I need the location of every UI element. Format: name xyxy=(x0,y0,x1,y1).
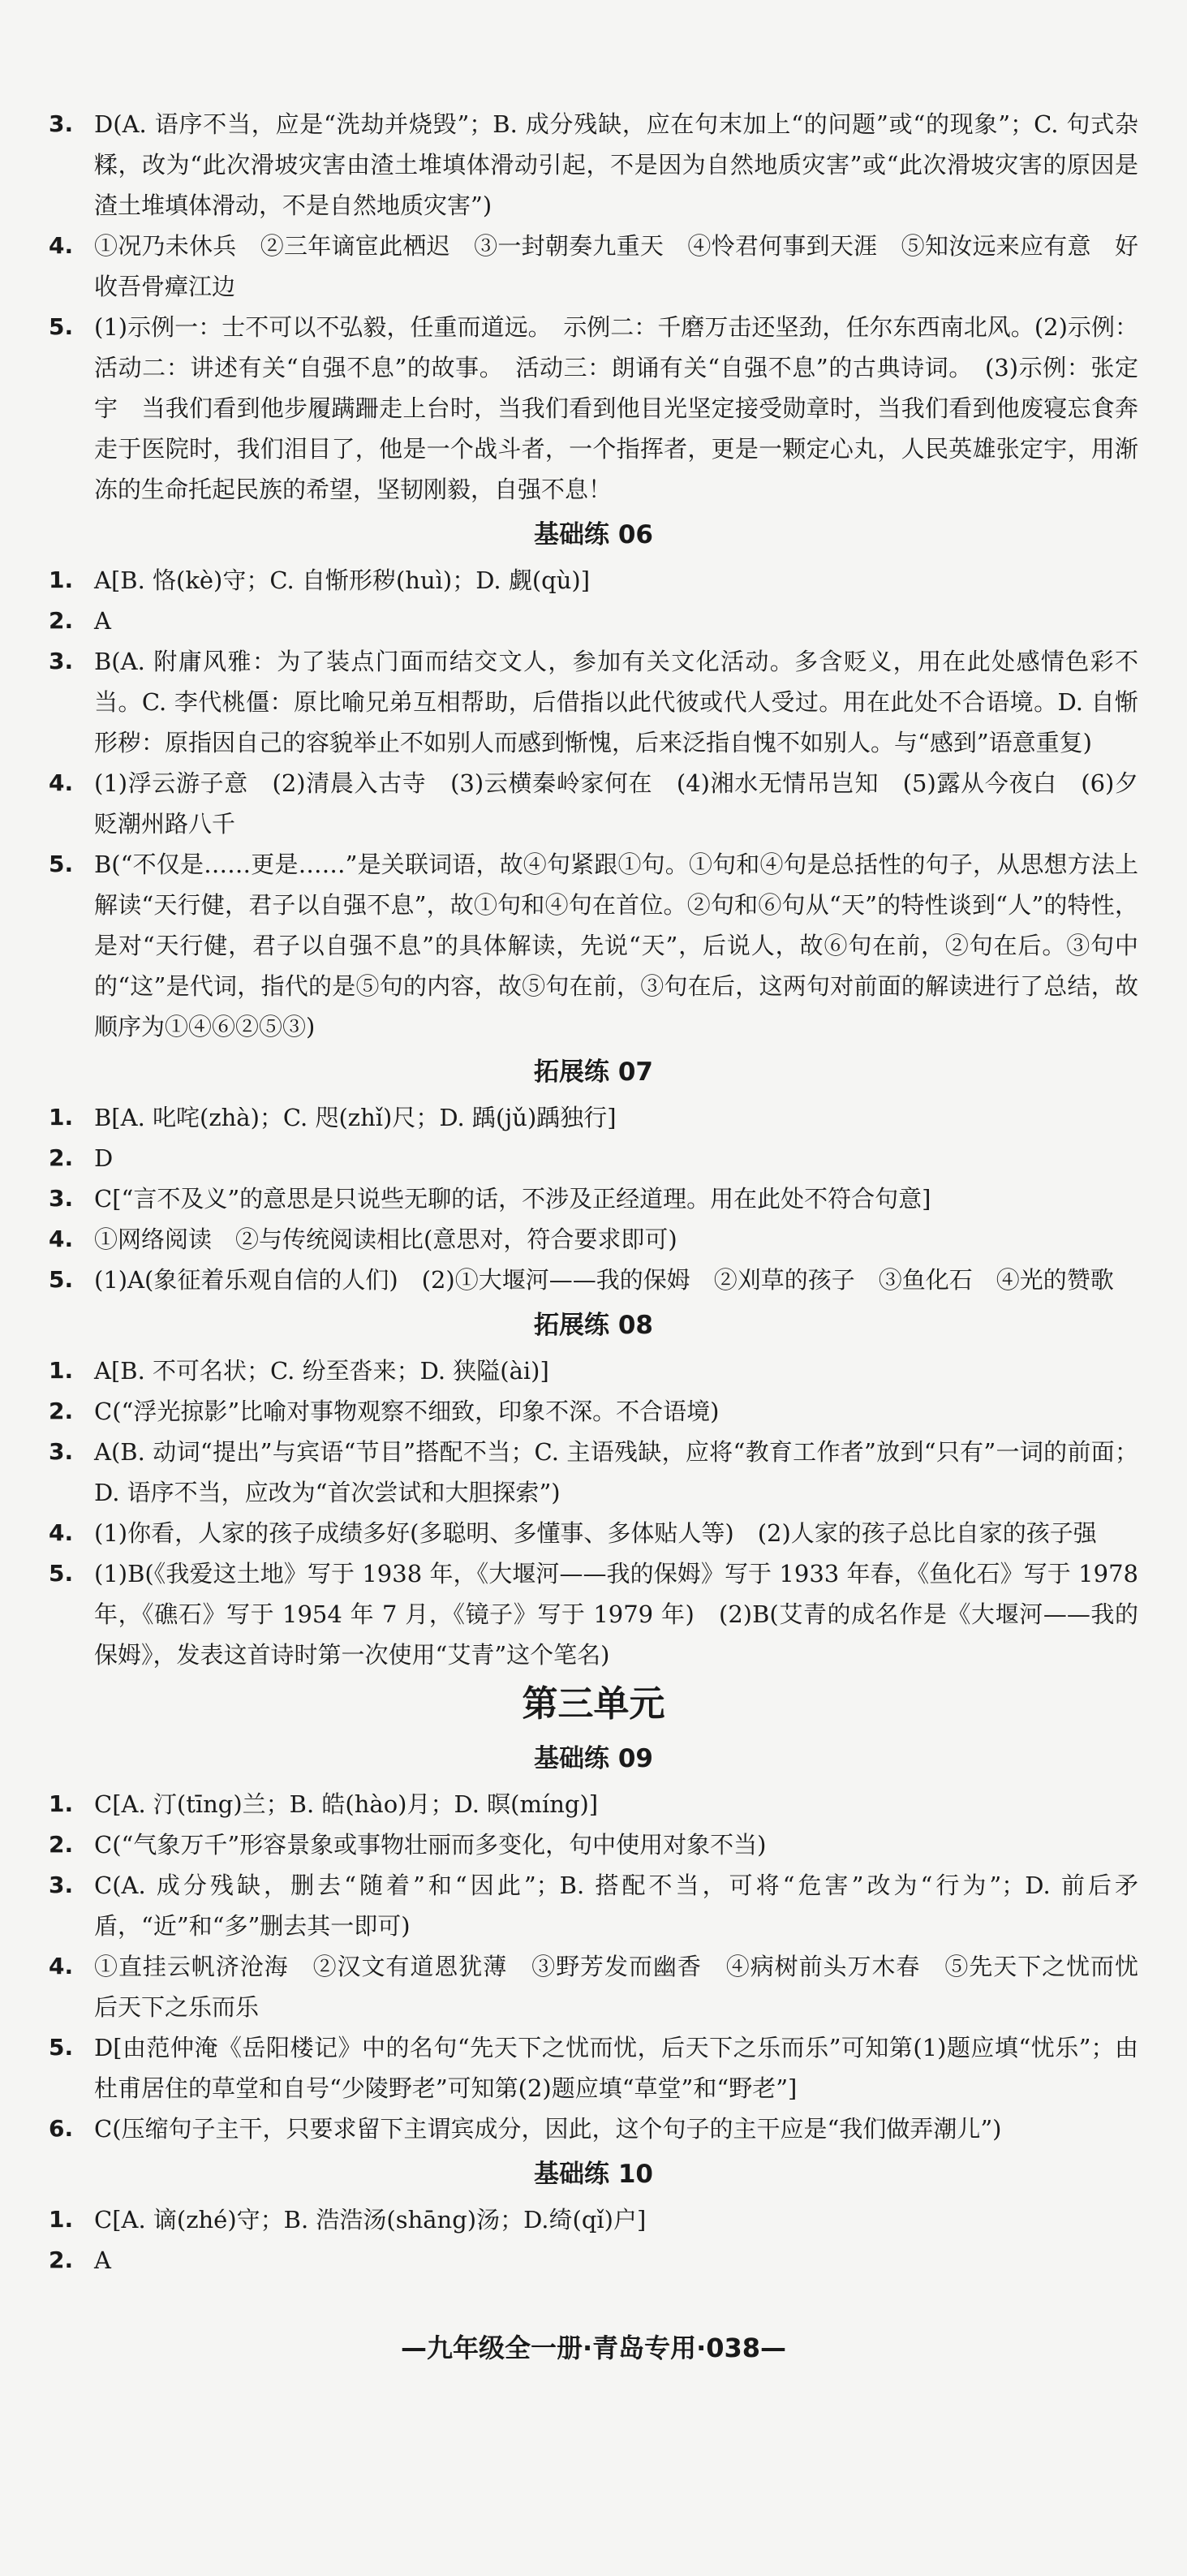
answer-text: (1)浮云游子意 (2)清晨入古寺 (3)云横秦岭家何在 (4)湘水无情吊岂知 (5)露从今夜白 (6)夕贬潮州路八千 xyxy=(94,769,1138,838)
answer-number: 5. xyxy=(49,1560,74,1587)
answer-text: B[A. 叱咤(zhà)；C. 咫(zhǐ)尺；D. 踽(jǔ)踽独行] xyxy=(94,1104,617,1131)
answer-number: 3. xyxy=(49,1872,74,1898)
answer-text: D(A. 语序不当，应是“洗劫并烧毁”；B. 成分残缺，应在句末加上“的问题”或“的现象”；C. 句式杂糅，改为“此次滑坡灾害由渣土堆填体滑动引起，不是因为自然地质灾害”或“此次滑坡灾害的原因是渣土堆填体滑动，不是自然地质灾害”) xyxy=(94,110,1138,219)
answer-number: 3. xyxy=(49,1185,74,1212)
answer-number: 3. xyxy=(49,648,74,674)
answer-item xyxy=(49,226,1138,307)
answer-number: 1. xyxy=(49,1357,74,1384)
answer-item xyxy=(49,2240,1138,2281)
answer-number: 5. xyxy=(49,313,74,340)
answer-number: 2. xyxy=(49,2246,74,2273)
answer-item xyxy=(49,641,1138,763)
answer-item xyxy=(49,560,1138,601)
answer-text: A[B. 恪(kè)守；C. 自惭形秽(huì)；D. 觑(qù)] xyxy=(94,566,591,594)
answer-item xyxy=(49,763,1138,844)
answer-text: C(A. 成分残缺，删去“随着”和“因此”；B. 搭配不当，可将“危害”改为“行为”；D. 前后矛盾，“近”和“多”删去其一即可) xyxy=(94,1872,1138,1940)
exercise-heading: 拓展练 08 xyxy=(534,1311,653,1340)
answer-text: (1)A(象征着乐观自信的人们) (2)①大堰河——我的保姆 ②刈草的孩子 ③鱼化石 ④光的赞歌 xyxy=(94,1266,1114,1294)
answer-item xyxy=(49,2027,1138,2109)
answer-item xyxy=(49,1553,1138,1675)
answer-number: 1. xyxy=(49,1104,74,1131)
answer-item xyxy=(49,104,1138,226)
answer-text: B(A. 附庸风雅：为了装点门面而结交文人，参加有关文化活动。多含贬义，用在此处感情色彩不当。C. 李代桃僵：原比喻兄弟互相帮助，后借指以此代彼或代人受过。用在此处不合语境。D. 自惭形秽：原指因自己的容貌举止不如别人而感到惭愧，后来泛指自愧不如别人。与“感到”语意重复) xyxy=(94,648,1138,756)
answer-text: B(“不仅是……更是……”是关联词语，故④句紧跟①句。①句和④句是总括性的句子，从思想方法上解读“天行健，君子以自强不息”，故①句和④句在首位。②句和⑥句从“天”的特性谈到“人”的特性，是对“天行健，君子以自强不息”的具体解读，先说“天”，后说人，故⑥句在前，②句在后。③句中的“这”是代词，指代的是⑤句的内容，故⑤句在前，③句在后，这两句对前面的解读进行了总结，故顺序为①④⑥②⑤③) xyxy=(94,851,1138,1040)
answer-number: 5. xyxy=(49,851,74,877)
answer-text: A(B. 动词“提出”与宾语“节目”搭配不当；C. 主语残缺，应将“教育工作者”放到“只有”一词的前面；D. 语序不当，应改为“首次尝试和大胆探索”) xyxy=(94,1438,1138,1506)
answer-item xyxy=(49,1097,1138,1138)
answer-item xyxy=(49,1391,1138,1432)
answer-text: (1)你看，人家的孩子成绩多好(多聪明、多懂事、多体贴人等) (2)人家的孩子总比自家的孩子强 xyxy=(94,1519,1097,1547)
answer-number: 2. xyxy=(49,1144,74,1171)
answer-text: C[“言不及义”的意思是只说些无聊的话，不涉及正经道理。用在此处不符合句意] xyxy=(94,1185,931,1213)
answer-number: 4. xyxy=(49,1519,74,1546)
answer-number: 5. xyxy=(49,1266,74,1293)
answer-text: A xyxy=(94,607,111,635)
answer-number: 1. xyxy=(49,566,74,593)
answer-item xyxy=(49,1784,1138,1824)
answer-text: C(压缩句子主干，只要求留下主谓宾成分，因此，这个句子的主干应是“我们做弄潮儿”) xyxy=(94,2115,1002,2143)
answer-number: 1. xyxy=(49,1790,74,1817)
exercise-heading: 拓展练 07 xyxy=(534,1058,653,1087)
answer-item xyxy=(49,307,1138,510)
answer-item xyxy=(49,1865,1138,1946)
answer-number: 2. xyxy=(49,607,74,634)
answer-number: 6. xyxy=(49,2115,74,2142)
answer-text: C(“浮光掠影”比喻对事物观察不细致，印象不深。不合语境) xyxy=(94,1398,720,1425)
answer-text: C(“气象万千”形容景象或事物壮丽而多变化，句中使用对象不当) xyxy=(94,1831,767,1859)
answer-text: (1)B(《我爱这土地》写于 1938 年，《大堰河——我的保姆》写于 1933 年春，《鱼化石》写于 1978 年，《礁石》写于 1954 年 7 月，《镜子》写于 1979 年) (2)B(艾青的成名作是《大堰河——我的保姆》，发表这首诗时第一次使用“艾青”这个笔名) xyxy=(94,1560,1138,1669)
answer-text: ①况乃未休兵 ②三年谪宦此栖迟 ③一封朝奏九重天 ④怜君何事到天涯 ⑤知汝远来应有意 好收吾骨瘴江边 xyxy=(94,232,1138,300)
answer-text: ①网络阅读 ②与传统阅读相比(意思对，符合要求即可) xyxy=(94,1226,677,1253)
page-footer: —九年级全一册·青岛专用·038— xyxy=(400,2333,787,2363)
answer-number: 4. xyxy=(49,232,74,259)
answer-item xyxy=(49,1432,1138,1513)
answer-number: 4. xyxy=(49,769,74,796)
answer-item xyxy=(49,1513,1138,1553)
answer-item xyxy=(49,1138,1138,1178)
answer-text: D[由范仲淹《岳阳楼记》中的名句“先天下之忧而忧，后天下之乐而乐”可知第(1)题应填“忧乐”；由杜甫居住的草堂和自号“少陵野老”可知第(2)题应填“草堂”和“野老”] xyxy=(94,2034,1138,2102)
answer-item xyxy=(49,601,1138,641)
answer-item xyxy=(49,1824,1138,1865)
unit-title: 第三单元 xyxy=(522,1683,665,1725)
answer-number: 2. xyxy=(49,1398,74,1424)
exercise-heading: 基础练 06 xyxy=(534,520,653,549)
answer-text: A xyxy=(94,2246,111,2274)
exercise-heading: 基础练 09 xyxy=(534,1744,653,1773)
answer-item xyxy=(49,1946,1163,2027)
answer-text: C[A. 谪(zhé)守；B. 浩浩汤(shāng)汤；D.绮(qǐ)户] xyxy=(94,2206,647,2234)
answer-text: ①直挂云帆济沧海 ②汉文有道恩犹薄 ③野芳发而幽香 ④病树前头万木春 ⑤先天下之忧而忧 后天下之乐而乐 xyxy=(94,1953,1163,2021)
answer-number: 3. xyxy=(49,110,74,137)
answer-number: 4. xyxy=(49,1953,74,1979)
answer-text: D xyxy=(94,1144,114,1172)
answer-item xyxy=(49,2109,1138,2149)
answer-item xyxy=(49,844,1138,1047)
answer-item xyxy=(49,1260,1138,1300)
answer-text: C[A. 汀(tīng)兰；B. 皓(hào)月；D. 暝(míng)] xyxy=(94,1790,599,1818)
answer-item xyxy=(49,1350,1138,1391)
answer-text: A[B. 不可名状；C. 纷至沓来；D. 狭隘(ài)] xyxy=(94,1357,549,1385)
answer-item xyxy=(49,1178,1138,1219)
exercise-heading: 基础练 10 xyxy=(534,2160,653,2189)
answer-number: 3. xyxy=(49,1438,74,1465)
answer-number: 5. xyxy=(49,2034,74,2061)
answer-number: 4. xyxy=(49,1226,74,1252)
answer-number: 1. xyxy=(49,2206,74,2233)
answer-text: (1)示例一：士不可以不弘毅，任重而道远。 示例二：千磨万击还坚劲，任尔东西南北风。(2)示例：活动二：讲述有关“自强不息”的故事。 活动三：朗诵有关“自强不息”的古典诗词。 (3)示例：张定宇 当我们看到他步履蹒跚走上台时，当我们看到他目光坚定接受勋章时，当我们看到他废寝忘食奔走于医院时，我们泪目了，他是一个战斗者，一个指挥者，更是一颗定心丸，人民英雄张定宇，用渐冻的生命托起民族的希望，坚韧刚毅，自强不息！ xyxy=(94,313,1138,503)
answer-item xyxy=(49,2199,1138,2240)
answer-content xyxy=(49,104,1163,2281)
answer-item xyxy=(49,1219,1138,1260)
answer-number: 2. xyxy=(49,1831,74,1858)
